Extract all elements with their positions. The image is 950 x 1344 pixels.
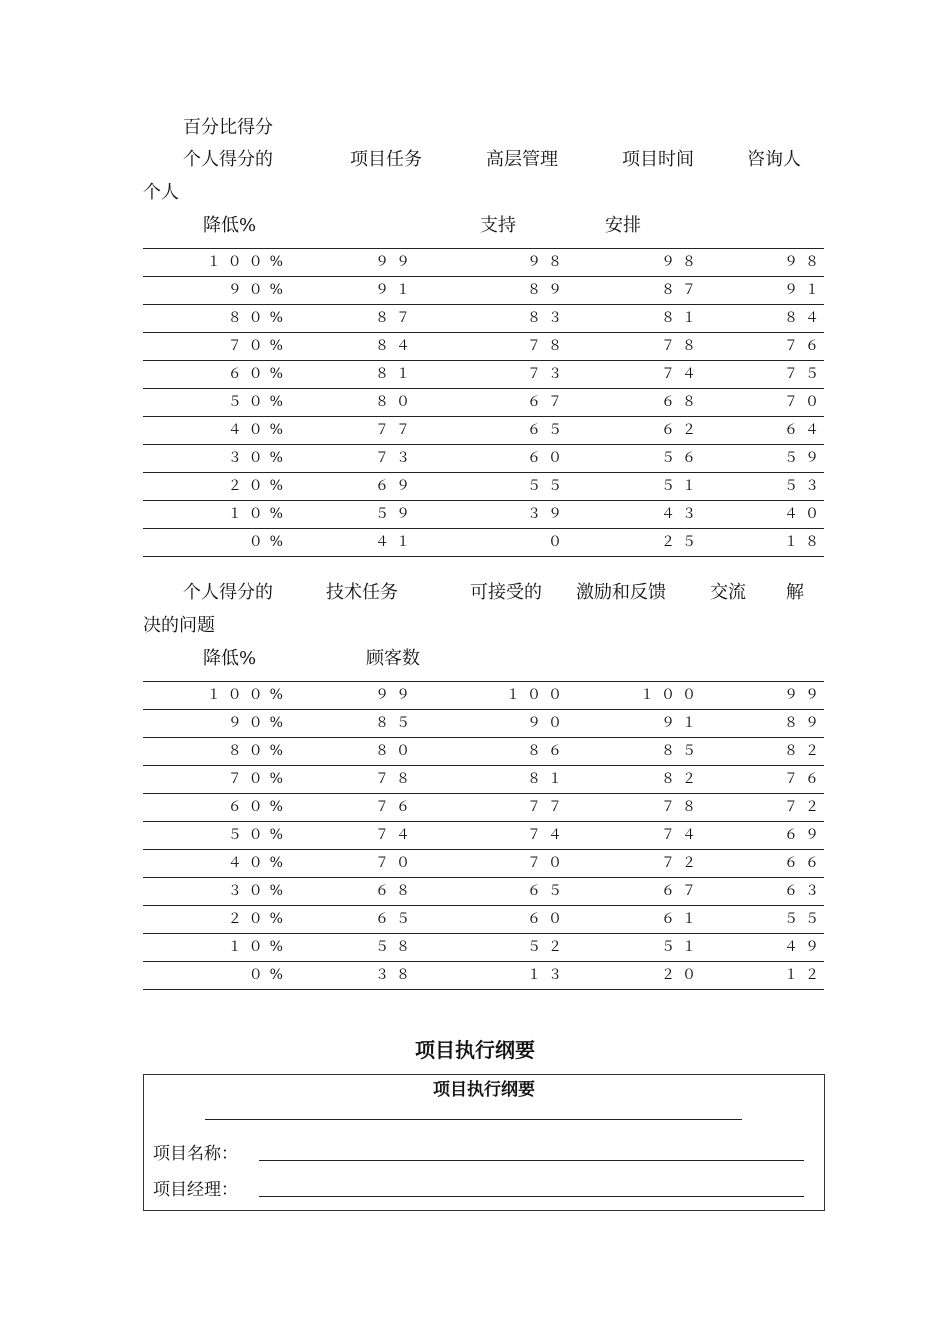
percent-cell: ６０% <box>227 799 290 815</box>
table-row <box>143 305 824 333</box>
value-cell: ７６ <box>784 338 826 354</box>
value-cell: ６９ <box>375 478 417 494</box>
value-cell: ６９ <box>784 827 826 843</box>
project-manager-label: 项目经理： <box>153 1180 238 1200</box>
value-cell: ６４ <box>784 422 826 438</box>
value-cell: ６８ <box>661 394 703 410</box>
value-cell: ８５ <box>661 743 703 759</box>
value-cell: ５９ <box>784 450 826 466</box>
value-cell: ４３ <box>661 506 703 522</box>
table-row <box>143 850 824 878</box>
value-cell: ８４ <box>784 310 826 326</box>
value-cell: ９８ <box>661 254 703 270</box>
percent-cell: ９０% <box>227 715 290 731</box>
value-cell: ９１ <box>661 715 703 731</box>
value-cell: １００ <box>506 687 569 703</box>
value-cell: ７５ <box>784 366 826 382</box>
section1-col2-header: 高层管理 <box>486 149 558 170</box>
title-underline <box>205 1119 742 1120</box>
value-cell: ６５ <box>527 883 569 899</box>
value-cell: ７０ <box>784 394 826 410</box>
section2-col2-header: 可接受的 <box>470 582 542 603</box>
value-cell: ７４ <box>661 827 703 843</box>
section2-col4-header: 交流 <box>710 582 746 603</box>
section1-col1-header: 项目任务 <box>350 149 422 170</box>
value-cell: ９８ <box>784 254 826 270</box>
percent-cell: ５０% <box>227 394 290 410</box>
table-row <box>143 878 824 906</box>
value-cell: ７８ <box>527 338 569 354</box>
value-cell: ７８ <box>661 799 703 815</box>
section1-col2-header-line2: 支持 <box>480 215 516 236</box>
section1-col0-header-line2: 降低% <box>203 215 257 236</box>
value-cell: １３ <box>527 967 569 983</box>
value-cell: ２５ <box>661 534 703 550</box>
project-name-field[interactable] <box>259 1160 804 1161</box>
section2-col2-header-line2: 顾客数 <box>366 648 420 669</box>
table-row <box>143 766 824 794</box>
value-cell: ５６ <box>661 450 703 466</box>
percent-cell: ０% <box>248 534 290 550</box>
value-cell: ７４ <box>527 827 569 843</box>
percent-cell: ４０% <box>227 855 290 871</box>
value-cell: ７０ <box>527 855 569 871</box>
value-cell: ７３ <box>527 366 569 382</box>
value-cell: ８１ <box>375 366 417 382</box>
section2-col3-header: 激励和反馈 <box>576 582 666 603</box>
table-row <box>143 682 824 710</box>
value-cell: ８９ <box>784 715 826 731</box>
value-cell: ５９ <box>375 506 417 522</box>
section1-col3-header: 项目时间 <box>622 149 694 170</box>
value-cell: １８ <box>784 534 826 550</box>
percent-cell: ０% <box>248 967 290 983</box>
value-cell: ６７ <box>527 394 569 410</box>
value-cell: ８０ <box>375 394 417 410</box>
section1-col3-header-line2: 安排 <box>605 215 641 236</box>
value-cell: ５５ <box>527 478 569 494</box>
value-cell: ７７ <box>527 799 569 815</box>
percent-cell: １０% <box>227 939 290 955</box>
section1-col0-header: 个人得分的 <box>183 149 273 170</box>
section1-header-wrap: 个人 <box>143 182 179 203</box>
value-cell: ７２ <box>784 799 826 815</box>
value-cell: ７７ <box>375 422 417 438</box>
table-row <box>143 962 824 990</box>
table-row <box>143 249 824 277</box>
table-row <box>143 822 824 850</box>
section2-col0-header-line2: 降低% <box>203 648 257 669</box>
table-row <box>143 501 824 529</box>
value-cell: ９９ <box>375 687 417 703</box>
table-row <box>143 333 824 361</box>
value-cell: ５２ <box>527 939 569 955</box>
value-cell: ６８ <box>375 883 417 899</box>
percent-cell: １０% <box>227 506 290 522</box>
value-cell: ７４ <box>661 366 703 382</box>
value-cell: ９１ <box>375 282 417 298</box>
value-cell: ５１ <box>661 939 703 955</box>
percent-cell: ６０% <box>227 366 290 382</box>
section2-col5-header: 解 <box>786 582 804 603</box>
value-cell: １００ <box>640 687 703 703</box>
table-row <box>143 417 824 445</box>
percent-cell: ３０% <box>227 450 290 466</box>
project-manager-field[interactable] <box>259 1196 804 1197</box>
project-name-label: 项目名称： <box>153 1144 238 1164</box>
value-cell: ８１ <box>661 310 703 326</box>
table-row <box>143 529 824 557</box>
table-row <box>143 361 824 389</box>
value-cell: ７３ <box>375 450 417 466</box>
percent-cell: ３０% <box>227 883 290 899</box>
value-cell: ３８ <box>375 967 417 983</box>
table-row <box>143 277 824 305</box>
section2-col0-header: 个人得分的 <box>183 582 273 603</box>
value-cell: ６０ <box>527 911 569 927</box>
percent-cell: ９０% <box>227 282 290 298</box>
value-cell: ７０ <box>375 855 417 871</box>
value-cell: ２０ <box>661 967 703 983</box>
value-cell: ５１ <box>661 478 703 494</box>
value-cell: ６５ <box>527 422 569 438</box>
section2-score-table <box>143 681 824 990</box>
value-cell: ８５ <box>375 715 417 731</box>
table-row <box>143 738 824 766</box>
percent-cell: １００% <box>206 687 290 703</box>
summary-heading: 项目执行纲要 <box>415 1038 535 1062</box>
percent-cell: １００% <box>206 254 290 270</box>
value-cell: ７６ <box>784 771 826 787</box>
summary-form-box <box>143 1074 825 1211</box>
value-cell: ６２ <box>661 422 703 438</box>
value-cell: ５５ <box>784 911 826 927</box>
percent-cell: ４０% <box>227 422 290 438</box>
section1-score-table <box>143 248 824 557</box>
percent-cell: ７０% <box>227 338 290 354</box>
value-cell: ５３ <box>784 478 826 494</box>
value-cell: ７６ <box>375 799 417 815</box>
value-cell: ８１ <box>527 771 569 787</box>
value-cell: ８２ <box>661 771 703 787</box>
value-cell: ７２ <box>661 855 703 871</box>
table-row <box>143 710 824 738</box>
table-row <box>143 906 824 934</box>
value-cell: ７８ <box>375 771 417 787</box>
value-cell: ４９ <box>784 939 826 955</box>
percent-cell: ８０% <box>227 743 290 759</box>
value-cell: ６３ <box>784 883 826 899</box>
value-cell: ６６ <box>784 855 826 871</box>
table-row <box>143 934 824 962</box>
value-cell: １２ <box>784 967 826 983</box>
percent-cell: ２０% <box>227 478 290 494</box>
value-cell: ６５ <box>375 911 417 927</box>
value-cell: ７４ <box>375 827 417 843</box>
value-cell: ６１ <box>661 911 703 927</box>
table-row <box>143 445 824 473</box>
percent-cell: ５０% <box>227 827 290 843</box>
value-cell: ７８ <box>661 338 703 354</box>
percent-cell: ８０% <box>227 310 290 326</box>
value-cell: ４０ <box>784 506 826 522</box>
value-cell: ８７ <box>375 310 417 326</box>
table-row <box>143 389 824 417</box>
section2-col1-header: 技术任务 <box>326 582 398 603</box>
value-cell: ９９ <box>784 687 826 703</box>
value-cell: ８９ <box>527 282 569 298</box>
value-cell: ６７ <box>661 883 703 899</box>
value-cell: ８６ <box>527 743 569 759</box>
value-cell: ９１ <box>784 282 826 298</box>
percent-cell: ２０% <box>227 911 290 927</box>
value-cell: ８２ <box>784 743 826 759</box>
value-cell: ８３ <box>527 310 569 326</box>
value-cell: ８４ <box>375 338 417 354</box>
summary-box-title: 项目执行纲要 <box>433 1080 535 1100</box>
value-cell: ４１ <box>375 534 417 550</box>
section1-col4-header: 咨询人 <box>747 149 801 170</box>
value-cell: ９０ <box>527 715 569 731</box>
table-row <box>143 473 824 501</box>
section2-header-wrap: 决的问题 <box>143 615 215 636</box>
table-row <box>143 794 824 822</box>
value-cell: ３９ <box>527 506 569 522</box>
value-cell: ８０ <box>375 743 417 759</box>
value-cell: ９８ <box>527 254 569 270</box>
percent-cell: ７０% <box>227 771 290 787</box>
value-cell: ８７ <box>661 282 703 298</box>
section1-title: 百分比得分 <box>183 117 273 138</box>
value-cell: ６０ <box>527 450 569 466</box>
value-cell: ０ <box>548 534 569 550</box>
value-cell: ５８ <box>375 939 417 955</box>
value-cell: ９９ <box>375 254 417 270</box>
